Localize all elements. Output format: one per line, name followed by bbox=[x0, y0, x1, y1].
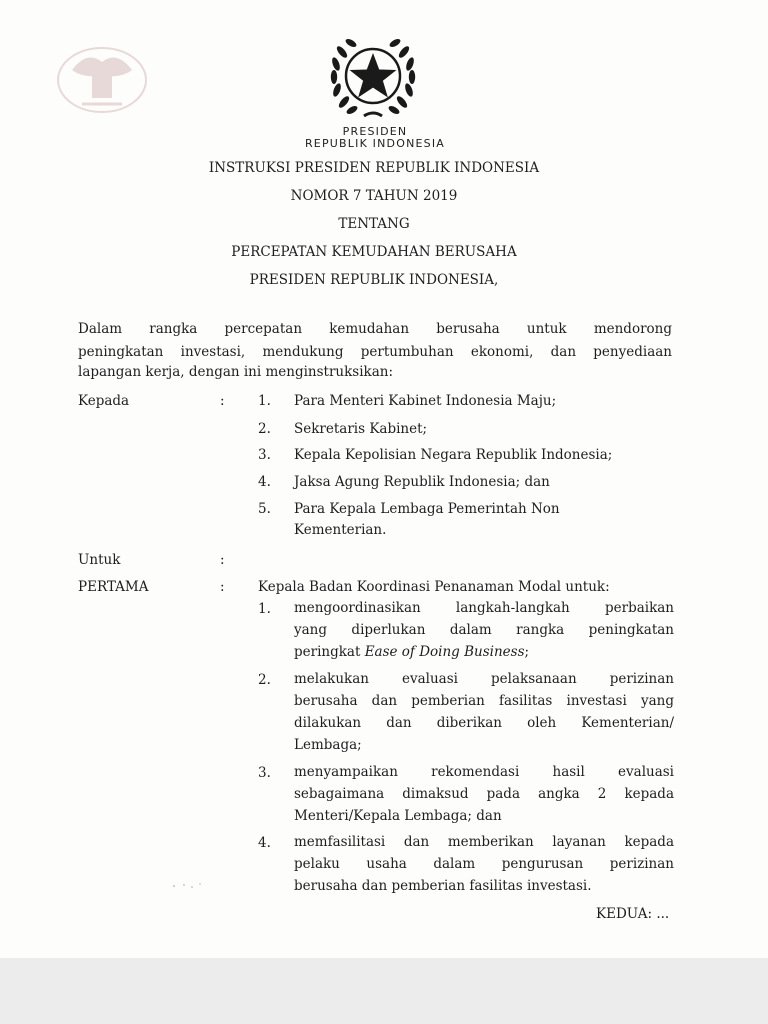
pertama-item-number: 3. bbox=[258, 765, 271, 781]
pertama-item-line bbox=[294, 642, 529, 663]
kepada-item-text: Jaksa Agung Republik Indonesia; dan bbox=[294, 474, 550, 490]
document-title: INSTRUKSI PRESIDEN REPUBLIK INDONESIA bbox=[208, 160, 540, 176]
pertama-label: PERTAMA bbox=[78, 579, 149, 595]
kepada-colon: : bbox=[220, 393, 225, 409]
document-subject: PERCEPATAN KEMUDAHAN BERUSAHA bbox=[231, 244, 517, 260]
emblem-title-republik: REPUBLIK INDONESIA bbox=[304, 137, 446, 150]
pertama-item-line: Lembaga; bbox=[294, 737, 362, 753]
kepada-item-number: 4. bbox=[258, 474, 271, 490]
pertama-item-number: 2. bbox=[258, 672, 271, 688]
scan-bottom-margin bbox=[0, 958, 768, 1024]
kepada-label: Kepada bbox=[78, 393, 130, 409]
intro-line: peningkatan investasi, mendukung pertumbuhan ekonomi, dan penyediaan bbox=[78, 344, 672, 360]
pertama-item-number: 4. bbox=[258, 835, 271, 851]
kepada-item-text: Para Kepala Lembaga Pemerintah Non bbox=[294, 501, 560, 517]
pertama-item-line: yang diperlukan dalam rangka peningkatan bbox=[294, 622, 674, 638]
pertama-colon: : bbox=[220, 579, 225, 595]
presidential-emblem-icon bbox=[324, 32, 422, 122]
issuer-line: PRESIDEN REPUBLIK INDONESIA, bbox=[249, 272, 499, 288]
kepada-item-text: Sekretaris Kabinet; bbox=[294, 421, 428, 437]
kepada-item-text: Kepala Kepolisian Negara Republik Indonesia; bbox=[294, 447, 613, 463]
pertama-item-number: 1. bbox=[258, 601, 271, 617]
pertama-item-line: Menteri/Kepala Lembaga; dan bbox=[294, 808, 502, 824]
kepada-item-text: Para Menteri Kabinet Indonesia Maju; bbox=[294, 393, 557, 409]
document-tentang: TENTANG bbox=[338, 216, 410, 232]
pertama-item-line: melakukan evaluasi pelaksanaan perizinan bbox=[294, 671, 674, 687]
untuk-label: Untuk bbox=[78, 552, 121, 568]
pertama-lead: Kepala Badan Koordinasi Penanaman Modal untuk: bbox=[258, 579, 610, 595]
kepada-item-text: Kementerian. bbox=[294, 522, 387, 538]
intro-line: lapangan kerja, dengan ini menginstruksikan: bbox=[78, 364, 394, 380]
next-page-marker: KEDUA: ... bbox=[596, 906, 670, 922]
document-number: NOMOR 7 TAHUN 2019 bbox=[290, 188, 458, 204]
emblem-title-presiden: PRESIDEN bbox=[342, 125, 408, 138]
kepada-item-number: 2. bbox=[258, 421, 271, 437]
scan-speck-icon bbox=[170, 880, 210, 892]
pertama-item-line: sebagaimana dimaksud pada angka 2 kepada bbox=[294, 786, 674, 802]
kepada-item-number: 3. bbox=[258, 447, 271, 463]
garuda-watermark-icon bbox=[52, 40, 152, 118]
pertama-item-text: peringkat bbox=[294, 644, 365, 660]
pertama-item-line: mengoordinasikan langkah-langkah perbaikan bbox=[294, 600, 674, 616]
kepada-item-number: 5. bbox=[258, 501, 271, 517]
pertama-item-line: pelaku usaha dalam pengurusan perizinan bbox=[294, 856, 674, 872]
pertama-item-line: berusaha dan pemberian fasilitas investasi. bbox=[294, 878, 592, 894]
ease-of-doing-business-text: Ease of Doing Business bbox=[364, 644, 525, 660]
pertama-item-line: dilakukan dan diberikan oleh Kementerian/ bbox=[294, 715, 674, 731]
kepada-item-number: 1. bbox=[258, 393, 271, 409]
intro-line: Dalam rangka percepatan kemudahan berusaha untuk mendorong bbox=[78, 321, 672, 337]
pertama-item-line: menyampaikan rekomendasi hasil evaluasi bbox=[294, 764, 674, 780]
pertama-item-line: berusaha dan pemberian fasilitas investasi yang bbox=[294, 693, 674, 709]
pertama-item-text: ; bbox=[524, 644, 530, 660]
untuk-colon: : bbox=[220, 552, 225, 568]
pertama-item-line: memfasilitasi dan memberikan layanan kepada bbox=[294, 834, 674, 850]
